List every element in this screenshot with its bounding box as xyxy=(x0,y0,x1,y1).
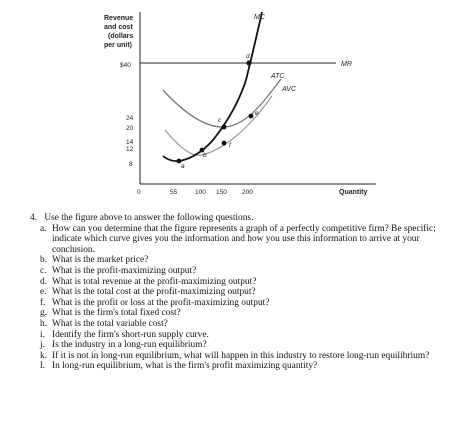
mc-label: MC xyxy=(254,14,265,21)
cost-curves-chart xyxy=(0,0,464,210)
point-d-label: d xyxy=(246,53,250,60)
x-tick-0: 0 xyxy=(137,189,141,196)
sub-question-e: e. What is the total cost at the profit-maximizing output? xyxy=(40,287,256,298)
point-c-label: c xyxy=(218,117,222,124)
sub-question-j: j. Is the industry in a long-run equilibrium? xyxy=(40,340,207,351)
question-block xyxy=(30,213,458,372)
point-c-marker xyxy=(222,125,227,130)
sub-question-k: k. If it is not in long-run equilibrium, what will happen in this industry to restore long-run equilibrium? xyxy=(40,350,430,361)
sub-question-list xyxy=(30,224,458,372)
sub-question-a: a. How can you determine that the figure represents a graph of a perfectly competitive firm? Be specific; indicate which curve gives you the information and how you use this information to arrive at your conclusion. xyxy=(40,223,436,255)
question-number: 4. xyxy=(30,213,38,223)
sub-question-g: g. What is the firm's total fixed cost? xyxy=(40,308,181,319)
atc-curve xyxy=(163,79,281,127)
y-axis-label-line-2: and cost xyxy=(104,24,133,31)
y-tick-14: 14 xyxy=(126,139,134,146)
point-e-marker xyxy=(249,114,254,119)
point-a-label: a xyxy=(181,163,185,170)
sub-question-h: h. What is the total variable cost? xyxy=(40,318,168,329)
question-intro xyxy=(30,213,458,224)
y-axis-label-line-3: (dollars xyxy=(108,33,134,40)
question-intro-text: Use the figure above to answer the following questions. xyxy=(44,213,254,223)
atc-label: ATC xyxy=(271,73,285,80)
point-f-marker xyxy=(222,141,227,146)
y-tick-20: 20 xyxy=(126,125,134,132)
x-tick-200: 200 xyxy=(242,189,253,196)
y-axis-label-line-4: per unit) xyxy=(104,42,132,49)
cost-revenue-figure xyxy=(0,0,464,210)
point-d-marker xyxy=(246,60,251,65)
y-tick-12: 12 xyxy=(126,146,134,153)
point-b-label: b xyxy=(203,152,207,159)
y-tick-8: 8 xyxy=(129,161,133,168)
avc-label: AVC xyxy=(282,86,297,93)
sub-question-c: c. What is the profit-maximizing output? xyxy=(40,265,197,276)
sub-question-i: i. Identify the firm's short-run supply curve. xyxy=(40,329,209,340)
x-tick-150: 150 xyxy=(216,189,227,196)
sub-question-d: d. What is total revenue at the profit-maximizing output? xyxy=(40,276,257,287)
mr-label: MR xyxy=(341,61,352,68)
y-tick-40: $40 xyxy=(120,62,131,69)
y-tick-24: 24 xyxy=(126,115,134,122)
sub-question-l: l. In long-run equilibrium, what is the firm's profit maximizing quantity? xyxy=(40,361,318,372)
x-tick-55: 55 xyxy=(170,189,178,196)
y-axis-label-line-1: Revenue xyxy=(104,15,134,22)
avc-curve xyxy=(165,96,272,155)
point-f-label: f xyxy=(229,142,231,149)
x-tick-100: 100 xyxy=(195,189,206,196)
x-axis-label: Quantity xyxy=(339,189,368,196)
sub-question-b: b. What is the market price? xyxy=(40,255,149,266)
point-e-label: e xyxy=(255,110,259,117)
sub-question-f: f. What is the profit or loss at the profit-maximizing output? xyxy=(40,297,270,308)
mc-curve xyxy=(163,12,262,161)
